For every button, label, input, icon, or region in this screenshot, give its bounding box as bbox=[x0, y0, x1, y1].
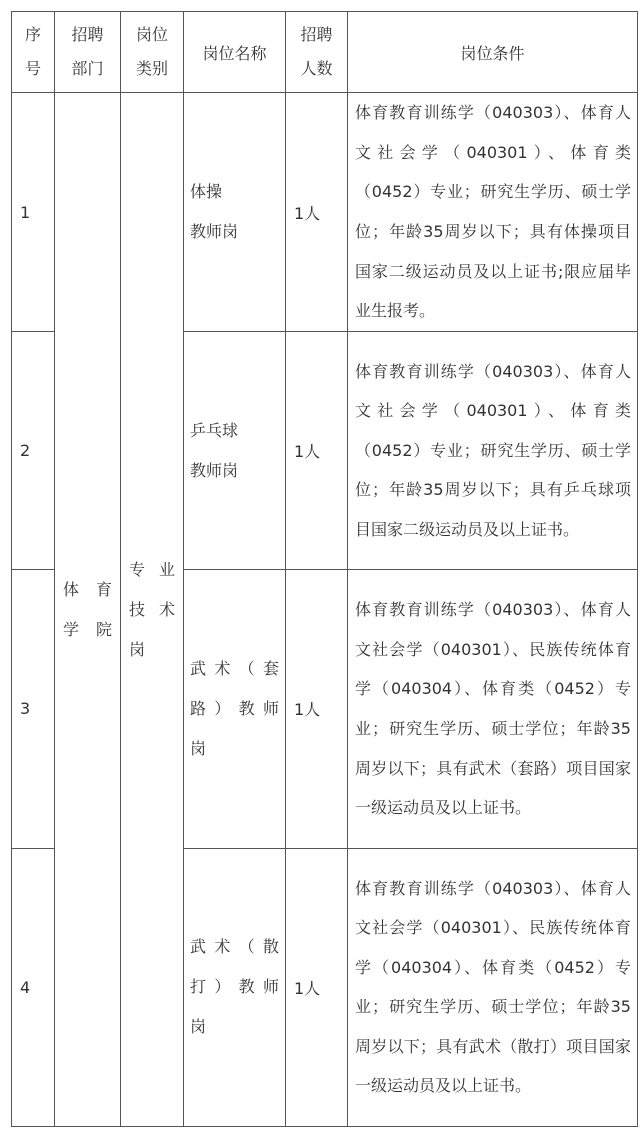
category-cell: 专 业 技 术 岗 bbox=[121, 93, 184, 1127]
seq-cell: 2 bbox=[12, 331, 55, 569]
header-seq: 序 号 bbox=[12, 12, 55, 93]
count-cell: 1人 bbox=[286, 331, 348, 569]
table-row bbox=[12, 93, 638, 332]
header-category: 岗位 类别 bbox=[121, 12, 184, 93]
position-cell: 体操 教师岗 bbox=[184, 93, 286, 332]
seq-cell: 1 bbox=[12, 93, 55, 332]
department-cell: 体 育 学院 bbox=[55, 93, 121, 1127]
position-cell: 武术（套 路）教师 岗 bbox=[184, 570, 286, 848]
header-conditions: 岗位条件 bbox=[348, 12, 638, 93]
position-cell: 乒乓球 教师岗 bbox=[184, 331, 286, 569]
seq-cell: 4 bbox=[12, 848, 55, 1126]
count-cell: 1人 bbox=[286, 848, 348, 1126]
conditions-cell: 体育教育训练学（040303）、体育人文社会学（040301）、体育类（0452）专业；研究生学历、硕士学位；年龄35周岁以下；具有体操项目国家二级运动员及以上证书;限应届毕业生报考。 bbox=[348, 93, 638, 332]
conditions-cell: 体育教育训练学（040303）、体育人文社会学（040301）、民族传统体育学（040304）、体育类（0452）专业；研究生学历、硕士学位；年龄35周岁以下；具有武术（套路）项目国家一级运动员及以上证书。 bbox=[348, 570, 638, 848]
recruitment-table bbox=[11, 11, 638, 1127]
header-count: 招聘 人数 bbox=[286, 12, 348, 93]
header-position: 岗位名称 bbox=[184, 12, 286, 93]
seq-cell: 3 bbox=[12, 570, 55, 848]
header-row bbox=[12, 12, 638, 93]
count-cell: 1人 bbox=[286, 570, 348, 848]
position-cell: 武术（散 打）教师 岗 bbox=[184, 848, 286, 1126]
conditions-cell: 体育教育训练学（040303）、体育人文社会学（040301）、民族传统体育学（040304）、体育类（0452）专业；研究生学历、硕士学位；年龄35周岁以下；具有武术（散打）项目国家一级运动员及以上证书。 bbox=[348, 848, 638, 1126]
header-dept: 招聘 部门 bbox=[55, 12, 121, 93]
count-cell: 1人 bbox=[286, 93, 348, 332]
conditions-cell: 体育教育训练学（040303）、体育人文社会学（040301）、体育类（0452）专业；研究生学历、硕士学位；年龄35周岁以下；具有乒乓球项目国家二级运动员及以上证书。 bbox=[348, 331, 638, 569]
